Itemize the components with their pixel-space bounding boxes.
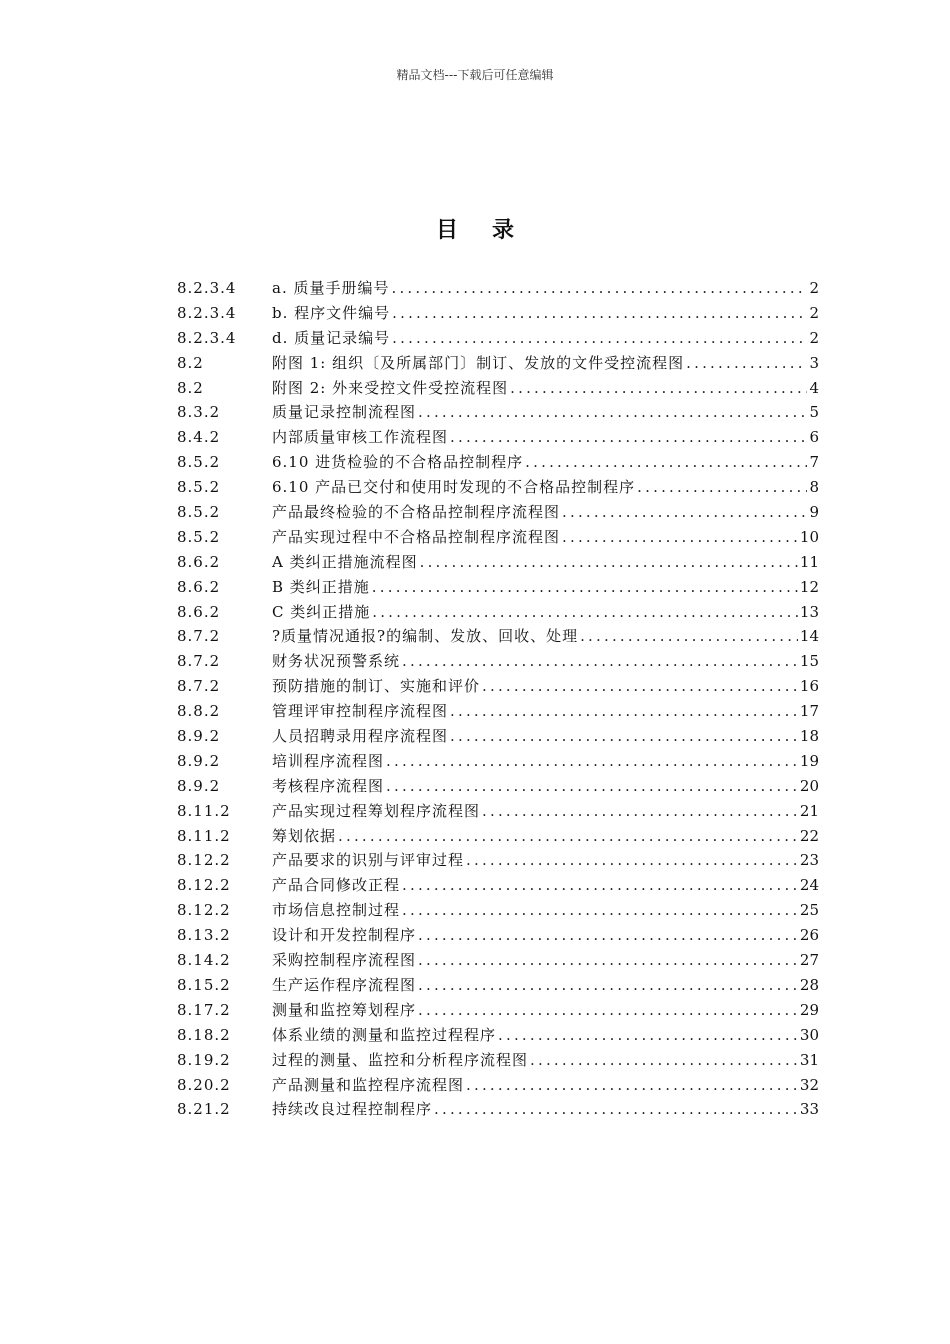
toc-dot-leader <box>510 376 807 401</box>
toc-section-number: 8.6.2 <box>177 577 221 596</box>
toc-entry-title: 6.10 进货检验的不合格品控制程序 <box>272 453 524 472</box>
toc-page-number: 9 <box>809 503 819 522</box>
toc-entry[interactable] <box>177 749 819 774</box>
toc-entry-title: C 类纠正措施 <box>272 602 371 621</box>
toc-entry[interactable] <box>177 674 819 699</box>
toc-dot-leader <box>498 1023 798 1048</box>
toc-dot-leader <box>402 898 798 923</box>
toc-entry-title: 附图 1: 组织〔及所属部门〕制订、发放的文件受控流程图 <box>272 353 685 372</box>
toc-entry[interactable] <box>177 848 819 873</box>
toc-page-number: 22 <box>799 826 819 845</box>
toc-entry[interactable] <box>177 774 819 799</box>
toc-entry[interactable] <box>177 948 819 973</box>
toc-entry-title: 设计和开发控制程序 <box>272 926 417 945</box>
toc-dot-leader <box>562 525 798 550</box>
toc-section-number: 8.9.2 <box>177 776 221 795</box>
toc-page-number: 21 <box>799 801 819 820</box>
toc-page-number: 15 <box>799 652 819 671</box>
toc-section-number: 8.18.2 <box>177 1025 231 1044</box>
toc-entry[interactable] <box>177 425 819 450</box>
toc-entry[interactable] <box>177 400 819 425</box>
toc-page-number: 6 <box>809 428 819 447</box>
toc-entry-title: ?质量情况通报?的编制、发放、回收、处理 <box>272 627 579 646</box>
toc-entry-title: 市场信息控制过程 <box>272 901 401 920</box>
toc-section-number: 8.6.2 <box>177 552 221 571</box>
toc-section-number: 8.11.2 <box>177 826 231 845</box>
toc-entry[interactable] <box>177 898 819 923</box>
toc-dot-leader <box>434 1097 798 1122</box>
toc-page-number: 4 <box>809 378 819 397</box>
toc-dot-leader <box>686 351 807 376</box>
toc-dot-leader <box>402 649 798 674</box>
toc-page-number: 31 <box>799 1050 819 1069</box>
toc-dot-leader <box>450 724 798 749</box>
toc-entry[interactable] <box>177 276 819 301</box>
toc-dot-leader <box>420 550 798 575</box>
page-header: 精品文档---下载后可任意编辑 <box>396 68 554 82</box>
toc-page-number: 8 <box>809 478 819 497</box>
toc-page-number: 2 <box>809 328 819 347</box>
toc-section-number: 8.12.2 <box>177 901 231 920</box>
toc-page-number: 32 <box>799 1075 819 1094</box>
toc-dot-leader <box>402 873 798 898</box>
toc-section-number: 8.8.2 <box>177 702 221 721</box>
toc-entry[interactable] <box>177 500 819 525</box>
toc-page-number: 2 <box>809 279 819 297</box>
toc-entry-title: b. 程序文件编号 <box>272 303 391 322</box>
toc-dot-leader <box>392 301 807 326</box>
toc-entry-title: 人员招聘录用程序流程图 <box>272 727 449 746</box>
toc-page-number: 11 <box>799 552 819 571</box>
page-title: 目录 <box>435 218 548 243</box>
toc-section-number: 8.6.2 <box>177 602 221 621</box>
toc-page-number: 26 <box>799 926 819 945</box>
toc-section-number: 8.7.2 <box>177 677 221 696</box>
toc-entry-title: 产品最终检验的不合格品控制程序流程图 <box>272 503 561 522</box>
toc-section-number: 8.9.2 <box>177 727 221 746</box>
toc-entry[interactable] <box>177 1073 819 1098</box>
toc-entry-title: 产品实现过程筹划程序流程图 <box>272 801 481 820</box>
toc-entry-title: 生产运作程序流程图 <box>272 975 417 994</box>
toc-section-number: 8.13.2 <box>177 926 231 945</box>
toc-entry[interactable] <box>177 824 819 849</box>
toc-entry-title: d. 质量记录编号 <box>272 328 391 347</box>
toc-dot-leader <box>392 326 807 351</box>
toc-section-number: 8.4.2 <box>177 428 221 447</box>
toc-section-number: 8.15.2 <box>177 975 231 994</box>
toc-section-number: 8.5.2 <box>177 478 221 497</box>
toc-entry[interactable] <box>177 450 819 475</box>
toc-section-number: 8.2 <box>177 378 204 397</box>
toc-dot-leader <box>482 799 798 824</box>
toc-section-number: 8.2.3.4 <box>177 279 237 297</box>
toc-page-number: 30 <box>799 1025 819 1044</box>
toc-section-number: 8.20.2 <box>177 1075 231 1094</box>
toc-entry[interactable] <box>177 600 819 625</box>
toc-dot-leader <box>372 600 798 625</box>
toc-section-number: 8.2 <box>177 353 204 372</box>
toc-section-number: 8.5.2 <box>177 527 221 546</box>
toc-entry-title: 质量记录控制流程图 <box>272 403 417 422</box>
toc-page-number: 7 <box>809 453 819 472</box>
toc-entry-title: 产品要求的识别与评审过程 <box>272 851 465 870</box>
toc-section-number: 8.5.2 <box>177 453 221 472</box>
toc-page-number: 14 <box>799 627 819 646</box>
toc-page-number: 25 <box>799 901 819 920</box>
toc-entry-title: 财务状况预警系统 <box>272 652 401 671</box>
toc-section-number: 8.3.2 <box>177 403 221 422</box>
toc-dot-leader <box>372 575 798 600</box>
toc-dot-leader <box>418 400 807 425</box>
toc-entry-title: 产品测量和监控程序流程图 <box>272 1075 465 1094</box>
toc-entry[interactable] <box>177 799 819 824</box>
toc-page-number: 28 <box>799 975 819 994</box>
toc-dot-leader <box>530 1048 798 1073</box>
toc-entry[interactable] <box>177 1048 819 1073</box>
toc-section-number: 8.12.2 <box>177 851 231 870</box>
toc-section-number: 8.7.2 <box>177 652 221 671</box>
toc-dot-leader <box>482 674 798 699</box>
table-of-contents <box>177 276 819 1122</box>
toc-section-number: 8.5.2 <box>177 503 221 522</box>
toc-entry[interactable] <box>177 475 819 500</box>
toc-dot-leader <box>418 948 798 973</box>
toc-entry[interactable] <box>177 326 819 351</box>
toc-entry[interactable] <box>177 923 819 948</box>
toc-entry-title: 体系业绩的测量和监控过程程序 <box>272 1025 497 1044</box>
toc-page-number: 13 <box>799 602 819 621</box>
toc-entry[interactable] <box>177 649 819 674</box>
toc-dot-leader <box>386 749 798 774</box>
toc-dot-leader <box>580 624 798 649</box>
toc-entry-title: 附图 2: 外来受控文件受控流程图 <box>272 378 509 397</box>
toc-entry[interactable] <box>177 973 819 998</box>
toc-entry-title: 产品实现过程中不合格品控制程序流程图 <box>272 527 561 546</box>
toc-section-number: 8.12.2 <box>177 876 231 895</box>
toc-entry-title: 6.10 产品已交付和使用时发现的不合格品控制程序 <box>272 478 636 497</box>
toc-entry[interactable] <box>177 724 819 749</box>
toc-section-number: 8.19.2 <box>177 1050 231 1069</box>
toc-entry-title: 预防措施的制订、实施和评价 <box>272 677 481 696</box>
toc-entry-title: B 类纠正措施 <box>272 577 370 596</box>
toc-dot-leader <box>450 699 798 724</box>
toc-page-number: 2 <box>809 303 819 322</box>
toc-dot-leader <box>418 973 798 998</box>
toc-section-number: 8.11.2 <box>177 801 231 820</box>
toc-entry[interactable] <box>177 550 819 575</box>
toc-dot-leader <box>466 1073 798 1098</box>
toc-entry-title: 采购控制程序流程图 <box>272 951 417 970</box>
toc-entry[interactable] <box>177 376 819 401</box>
toc-dot-leader <box>418 923 798 948</box>
toc-page-number: 16 <box>799 677 819 696</box>
toc-page-number: 12 <box>799 577 819 596</box>
toc-section-number: 8.9.2 <box>177 751 221 770</box>
toc-entry[interactable] <box>177 575 819 600</box>
toc-page-number: 18 <box>799 727 819 746</box>
toc-section-number: 8.21.2 <box>177 1100 231 1119</box>
toc-page-number: 3 <box>809 353 819 372</box>
toc-dot-leader <box>450 425 807 450</box>
toc-entry[interactable] <box>177 624 819 649</box>
toc-entry[interactable] <box>177 351 819 376</box>
toc-page-number: 10 <box>799 527 819 546</box>
toc-section-number: 8.2.3.4 <box>177 303 237 322</box>
toc-dot-leader <box>386 774 798 799</box>
toc-entry-title: A 类纠正措施流程图 <box>272 552 418 571</box>
toc-dot-leader <box>391 276 807 301</box>
toc-section-number: 8.14.2 <box>177 951 231 970</box>
toc-page-number: 27 <box>799 951 819 970</box>
toc-dot-leader <box>466 848 798 873</box>
toc-dot-leader <box>418 998 798 1023</box>
toc-entry-title: 管理评审控制程序流程图 <box>272 702 449 721</box>
toc-dot-leader <box>562 500 807 525</box>
toc-entry-title: 过程的测量、监控和分析程序流程图 <box>272 1050 529 1069</box>
toc-section-number: 8.7.2 <box>177 627 221 646</box>
toc-page-number: 24 <box>799 876 819 895</box>
toc-entry-title: a. 质量手册编号 <box>272 279 390 297</box>
toc-entry-title: 测量和监控筹划程序 <box>272 1000 417 1019</box>
toc-dot-leader <box>637 475 807 500</box>
toc-entry-title: 培训程序流程图 <box>272 751 385 770</box>
toc-entry-title: 产品合同修改正程 <box>272 876 401 895</box>
toc-page-number: 19 <box>799 751 819 770</box>
toc-entry[interactable] <box>177 1097 819 1122</box>
toc-page-number: 20 <box>799 776 819 795</box>
toc-page-number: 33 <box>799 1100 819 1119</box>
toc-dot-leader <box>525 450 807 475</box>
toc-entry[interactable] <box>177 1023 819 1048</box>
toc-entry-title: 考核程序流程图 <box>272 776 385 795</box>
toc-entry[interactable] <box>177 873 819 898</box>
toc-entry[interactable] <box>177 525 819 550</box>
toc-page-number: 29 <box>799 1000 819 1019</box>
toc-entry-title: 内部质量审核工作流程图 <box>272 428 449 447</box>
toc-section-number: 8.2.3.4 <box>177 328 237 347</box>
toc-entry[interactable] <box>177 998 819 1023</box>
toc-page-number: 17 <box>799 702 819 721</box>
toc-entry-title: 筹划依据 <box>272 826 337 845</box>
toc-section-number: 8.17.2 <box>177 1000 231 1019</box>
toc-entry[interactable] <box>177 699 819 724</box>
toc-page-number: 5 <box>809 403 819 422</box>
toc-page-number: 23 <box>799 851 819 870</box>
toc-dot-leader <box>338 824 798 849</box>
toc-entry[interactable] <box>177 301 819 326</box>
toc-entry-title: 持续改良过程控制程序 <box>272 1100 433 1119</box>
